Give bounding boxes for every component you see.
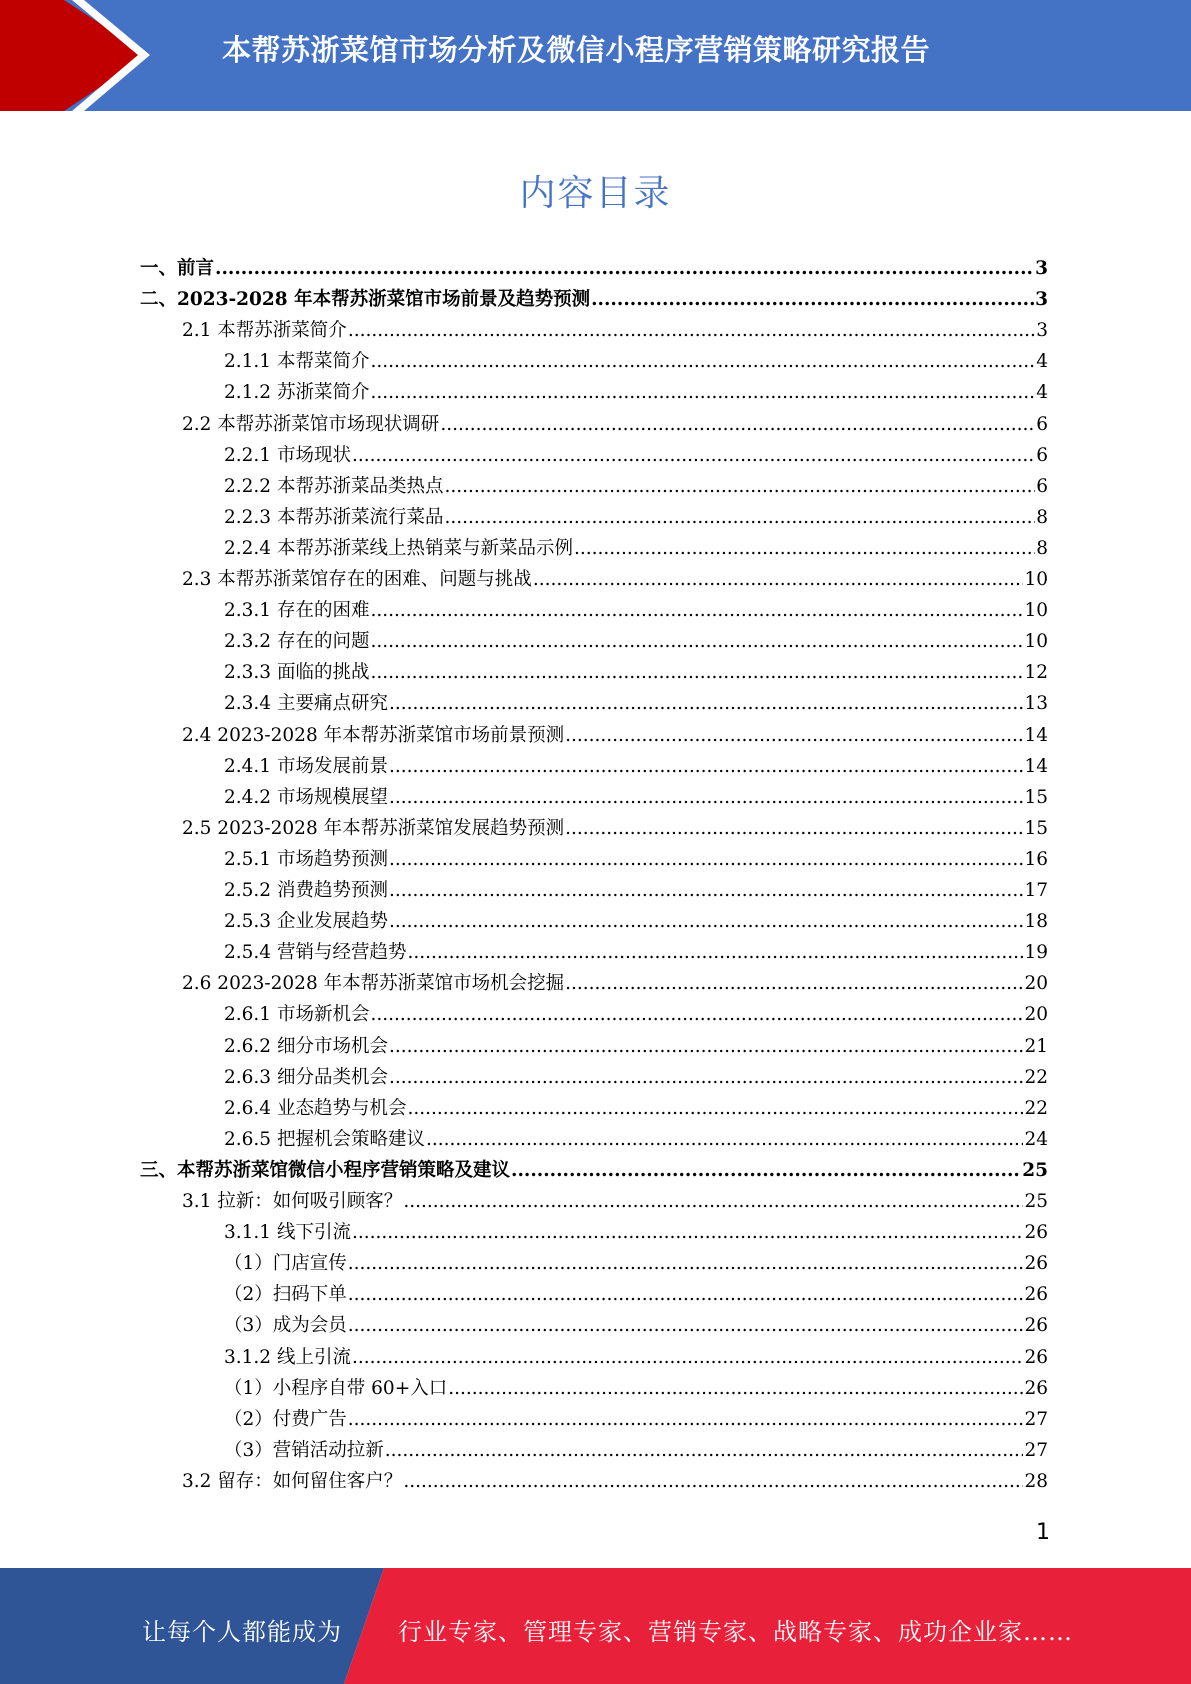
toc-entry-page: 26	[1024, 1377, 1048, 1399]
toc-entry-label: 2.5.4 营销与经营趋势	[224, 942, 407, 964]
toc-entry[interactable]	[224, 1062, 1048, 1093]
toc-entry-label: 2.3 本帮苏浙菜馆存在的困难、问题与挑战	[182, 569, 532, 590]
toc-leader-dots	[448, 1373, 1023, 1404]
toc-entry-page: 10	[1024, 631, 1048, 653]
report-footer	[0, 1568, 1191, 1684]
toc-entry-label: 2.3.1 存在的困难	[224, 600, 370, 622]
toc-entry-label: 3.1 拉新：如何吸引顾客？	[182, 1191, 403, 1212]
toc-entry-label: 2.3.3 面临的挑战	[224, 662, 370, 684]
toc-leader-dots	[370, 377, 1035, 408]
toc-entry-page: 20	[1024, 973, 1048, 995]
toc-entry-label: 2.5.2 消费趋势预测	[224, 880, 388, 901]
toc-entry[interactable]	[224, 1404, 1048, 1435]
toc-entry-label: 2.1.1 本帮菜简介	[224, 351, 370, 373]
toc-entry[interactable]	[224, 533, 1048, 564]
toc-entry[interactable]	[224, 1310, 1048, 1341]
toc-leader-dots	[565, 720, 1023, 751]
toc-leader-dots	[389, 751, 1023, 782]
toc-leader-dots	[389, 782, 1023, 813]
toc-leader-dots	[348, 315, 1035, 346]
toc-entry-label: 2.6.1 市场新机会	[224, 1004, 370, 1026]
toc-entry-label: 2.4.2 市场规模展望	[224, 786, 388, 808]
toc-entry[interactable]	[224, 595, 1048, 626]
toc-entry[interactable]	[182, 720, 1048, 751]
toc-entry-page: 6	[1036, 475, 1048, 497]
toc-entry-page: 15	[1024, 786, 1048, 808]
toc-entry-label: 2.4.1 市场发展前景	[224, 755, 388, 777]
page-number: 1	[1036, 1520, 1050, 1545]
toc-entry-page: 27	[1024, 1439, 1048, 1461]
toc-entry[interactable]	[224, 1342, 1048, 1373]
toc-entry[interactable]	[224, 440, 1048, 471]
toc-entry-label: （2）付费广告	[224, 1408, 347, 1430]
toc-entry-page: 6	[1036, 413, 1048, 435]
toc-entry-page: 4	[1036, 351, 1048, 373]
toc-entry[interactable]	[182, 968, 1048, 999]
toc-entry-label: （3）成为会员	[224, 1315, 347, 1337]
toc-entry-page: 28	[1024, 1470, 1048, 1492]
toc-leader-dots	[215, 253, 1034, 284]
toc-leader-dots	[352, 440, 1035, 471]
toc-entry[interactable]	[224, 937, 1048, 968]
report-header	[0, 0, 1191, 111]
toc-entry-page: 26	[1024, 1346, 1048, 1368]
toc-leader-dots	[403, 1186, 1023, 1217]
toc-entry-page: 26	[1024, 1284, 1048, 1306]
toc-entry[interactable]	[140, 284, 1048, 315]
toc-entry[interactable]	[182, 409, 1048, 440]
toc-leader-dots	[385, 1435, 1024, 1466]
toc-title: 内容目录	[519, 173, 672, 214]
toc-entry[interactable]	[182, 315, 1048, 346]
toc-entry-label: （3）营销活动拉新	[224, 1439, 384, 1461]
toc-entry-label: （1）小程序自带 60+入口	[224, 1377, 448, 1399]
toc-entry-page: 26	[1024, 1222, 1048, 1244]
toc-leader-dots	[533, 564, 1024, 595]
toc-entry-label: 2.5 2023-2028 年本帮苏浙菜馆发展趋势预测	[182, 817, 565, 839]
toc-leader-dots	[389, 875, 1023, 906]
toc-entry-page: 19	[1024, 942, 1048, 964]
toc-entry-page: 6	[1036, 444, 1048, 466]
toc-leader-dots	[352, 1342, 1024, 1373]
toc-leader-dots	[389, 1031, 1023, 1062]
footer-slogan-right: 行业专家、管理专家、营销专家、战略专家、成功企业家……	[398, 1618, 1073, 1646]
toc-entry-page: 13	[1024, 693, 1048, 715]
toc-entry[interactable]	[224, 1093, 1048, 1124]
toc-entry[interactable]	[182, 813, 1048, 844]
toc-entry[interactable]	[224, 471, 1048, 502]
toc-entry-label: （1）门店宣传	[224, 1253, 347, 1275]
toc-entry[interactable]	[224, 346, 1048, 377]
toc-entry-page: 25	[1022, 1159, 1048, 1181]
toc-entry[interactable]	[182, 1466, 1048, 1497]
toc-entry-label: 2.6.2 细分市场机会	[224, 1035, 388, 1057]
toc-leader-dots	[389, 1062, 1023, 1093]
toc-entry-label: 一、前言	[140, 258, 215, 279]
toc-leader-dots	[348, 1279, 1024, 1310]
toc-entry[interactable]	[224, 1248, 1048, 1279]
toc-leader-dots	[348, 1404, 1024, 1435]
toc-entry-page: 16	[1024, 848, 1048, 870]
toc-entry-label: 3.1.1 线下引流	[224, 1222, 351, 1244]
toc-leader-dots	[352, 1217, 1024, 1248]
toc-entry-label: 2.4 2023-2028 年本帮苏浙菜馆市场前景预测	[182, 724, 565, 746]
toc-leader-dots	[426, 1124, 1023, 1155]
toc-entry-page: 17	[1024, 880, 1048, 901]
toc-entry[interactable]	[224, 657, 1048, 688]
toc-entry-label: 3.1.2 线上引流	[224, 1346, 351, 1368]
toc-entry-page: 20	[1024, 1004, 1048, 1026]
toc-entry[interactable]	[224, 751, 1048, 782]
toc-entry[interactable]	[140, 253, 1048, 284]
toc-entry-label: 2.2.2 本帮苏浙菜品类热点	[224, 475, 444, 497]
toc-leader-dots	[389, 688, 1023, 719]
toc-entry-label: 2.5.1 市场趋势预测	[224, 848, 388, 870]
toc-entry-label: 2.1 本帮苏浙菜简介	[182, 320, 347, 342]
toc-entry-page: 22	[1024, 1066, 1048, 1088]
toc-leader-dots	[444, 502, 1035, 533]
toc-entry-label: 3.2 留存：如何留住客户？	[182, 1470, 403, 1492]
toc-entry[interactable]	[224, 1373, 1048, 1404]
toc-entry-page: 10	[1024, 569, 1048, 590]
toc-entry[interactable]	[224, 1279, 1048, 1310]
toc-leader-dots	[591, 284, 1034, 315]
toc-leader-dots	[370, 657, 1023, 688]
toc-entry-label: 2.6.5 把握机会策略建议	[224, 1128, 425, 1150]
toc-entry-page: 8	[1036, 537, 1048, 559]
toc-leader-dots	[370, 346, 1035, 377]
toc-entry-label: 2.3.4 主要痛点研究	[224, 693, 388, 715]
toc-entry-label: 2.2.1 市场现状	[224, 444, 351, 466]
toc-entry-label: （2）扫码下单	[224, 1284, 347, 1306]
toc-entry[interactable]	[224, 1031, 1048, 1062]
toc-entry-page: 27	[1024, 1408, 1048, 1430]
toc-entry[interactable]	[224, 688, 1048, 719]
toc-entry-page: 8	[1036, 506, 1048, 528]
toc-leader-dots	[348, 1248, 1024, 1279]
toc-entry-page: 3	[1035, 289, 1048, 311]
toc-entry-label: 2.1.2 苏浙菜简介	[224, 382, 370, 404]
toc-entry-page: 14	[1024, 755, 1048, 777]
toc-entry[interactable]	[182, 1186, 1048, 1217]
toc-entry-label: 2.2 本帮苏浙菜馆市场现状调研	[182, 413, 440, 435]
toc-entry-label: 2.6.4 业态趋势与机会	[224, 1097, 407, 1119]
toc-entry-page: 25	[1024, 1191, 1048, 1212]
report-title: 本帮苏浙菜馆市场分析及微信小程序营销策略研究报告	[222, 33, 931, 67]
toc-entry-page: 3	[1036, 320, 1048, 342]
toc-entry-page: 26	[1024, 1253, 1048, 1275]
toc-entry[interactable]	[224, 875, 1048, 906]
toc-entry-page: 22	[1024, 1097, 1048, 1119]
toc-entry[interactable]	[224, 502, 1048, 533]
toc-entry[interactable]	[224, 782, 1048, 813]
toc-entry-page: 10	[1024, 600, 1048, 622]
toc-leader-dots	[403, 1466, 1023, 1497]
toc-entry[interactable]	[224, 626, 1048, 657]
toc-leader-dots	[574, 533, 1035, 564]
toc-entry-label: 2.2.4 本帮苏浙菜线上热销菜与新菜品示例	[224, 537, 573, 559]
toc-leader-dots	[348, 1310, 1024, 1341]
toc-leader-dots	[370, 626, 1023, 657]
toc-entry[interactable]	[224, 1217, 1048, 1248]
toc-leader-dots	[565, 813, 1023, 844]
toc-entry-label: 二、2023-2028 年本帮苏浙菜馆市场前景及趋势预测	[140, 289, 591, 311]
toc-entry[interactable]	[140, 1155, 1048, 1186]
toc-entry[interactable]	[224, 1435, 1048, 1466]
toc-leader-dots	[370, 999, 1023, 1030]
toc-entry-page: 18	[1024, 911, 1048, 933]
toc-entry-label: 2.5.3 企业发展趋势	[224, 911, 388, 933]
toc-leader-dots	[565, 968, 1023, 999]
toc-leader-dots	[407, 1093, 1023, 1124]
toc-entry-label: 2.3.2 存在的问题	[224, 631, 370, 653]
toc-leader-dots	[440, 409, 1035, 440]
toc-leader-dots	[389, 906, 1023, 937]
toc-leader-dots	[444, 471, 1035, 502]
toc-entry-label: 2.6 2023-2028 年本帮苏浙菜馆市场机会挖掘	[182, 973, 565, 995]
toc-entry-page: 14	[1024, 724, 1048, 746]
toc-entry-page: 15	[1024, 817, 1048, 839]
toc-entry-label: 三、本帮苏浙菜馆微信小程序营销策略及建议	[140, 1159, 511, 1181]
toc-entry[interactable]	[224, 999, 1048, 1030]
toc-leader-dots	[389, 844, 1023, 875]
toc-entry-page: 12	[1024, 662, 1048, 684]
toc-entry[interactable]	[224, 1124, 1048, 1155]
toc-entry[interactable]	[224, 844, 1048, 875]
toc-leader-dots	[370, 595, 1023, 626]
toc-entry-label: 2.6.3 细分品类机会	[224, 1066, 388, 1088]
toc-entry-page: 26	[1024, 1315, 1048, 1337]
toc-leader-dots	[511, 1155, 1021, 1186]
toc-entry-page: 24	[1024, 1128, 1048, 1150]
footer-slogan-left: 让每个人都能成为	[142, 1618, 342, 1646]
toc-entry-page: 21	[1024, 1035, 1048, 1057]
toc-entry-page: 3	[1035, 258, 1048, 279]
toc-entry-page: 4	[1036, 382, 1048, 404]
toc-entry[interactable]	[182, 564, 1048, 595]
toc-entry[interactable]	[224, 377, 1048, 408]
toc-entry-label: 2.2.3 本帮苏浙菜流行菜品	[224, 506, 444, 528]
toc-entry[interactable]	[224, 906, 1048, 937]
toc-leader-dots	[407, 937, 1023, 968]
